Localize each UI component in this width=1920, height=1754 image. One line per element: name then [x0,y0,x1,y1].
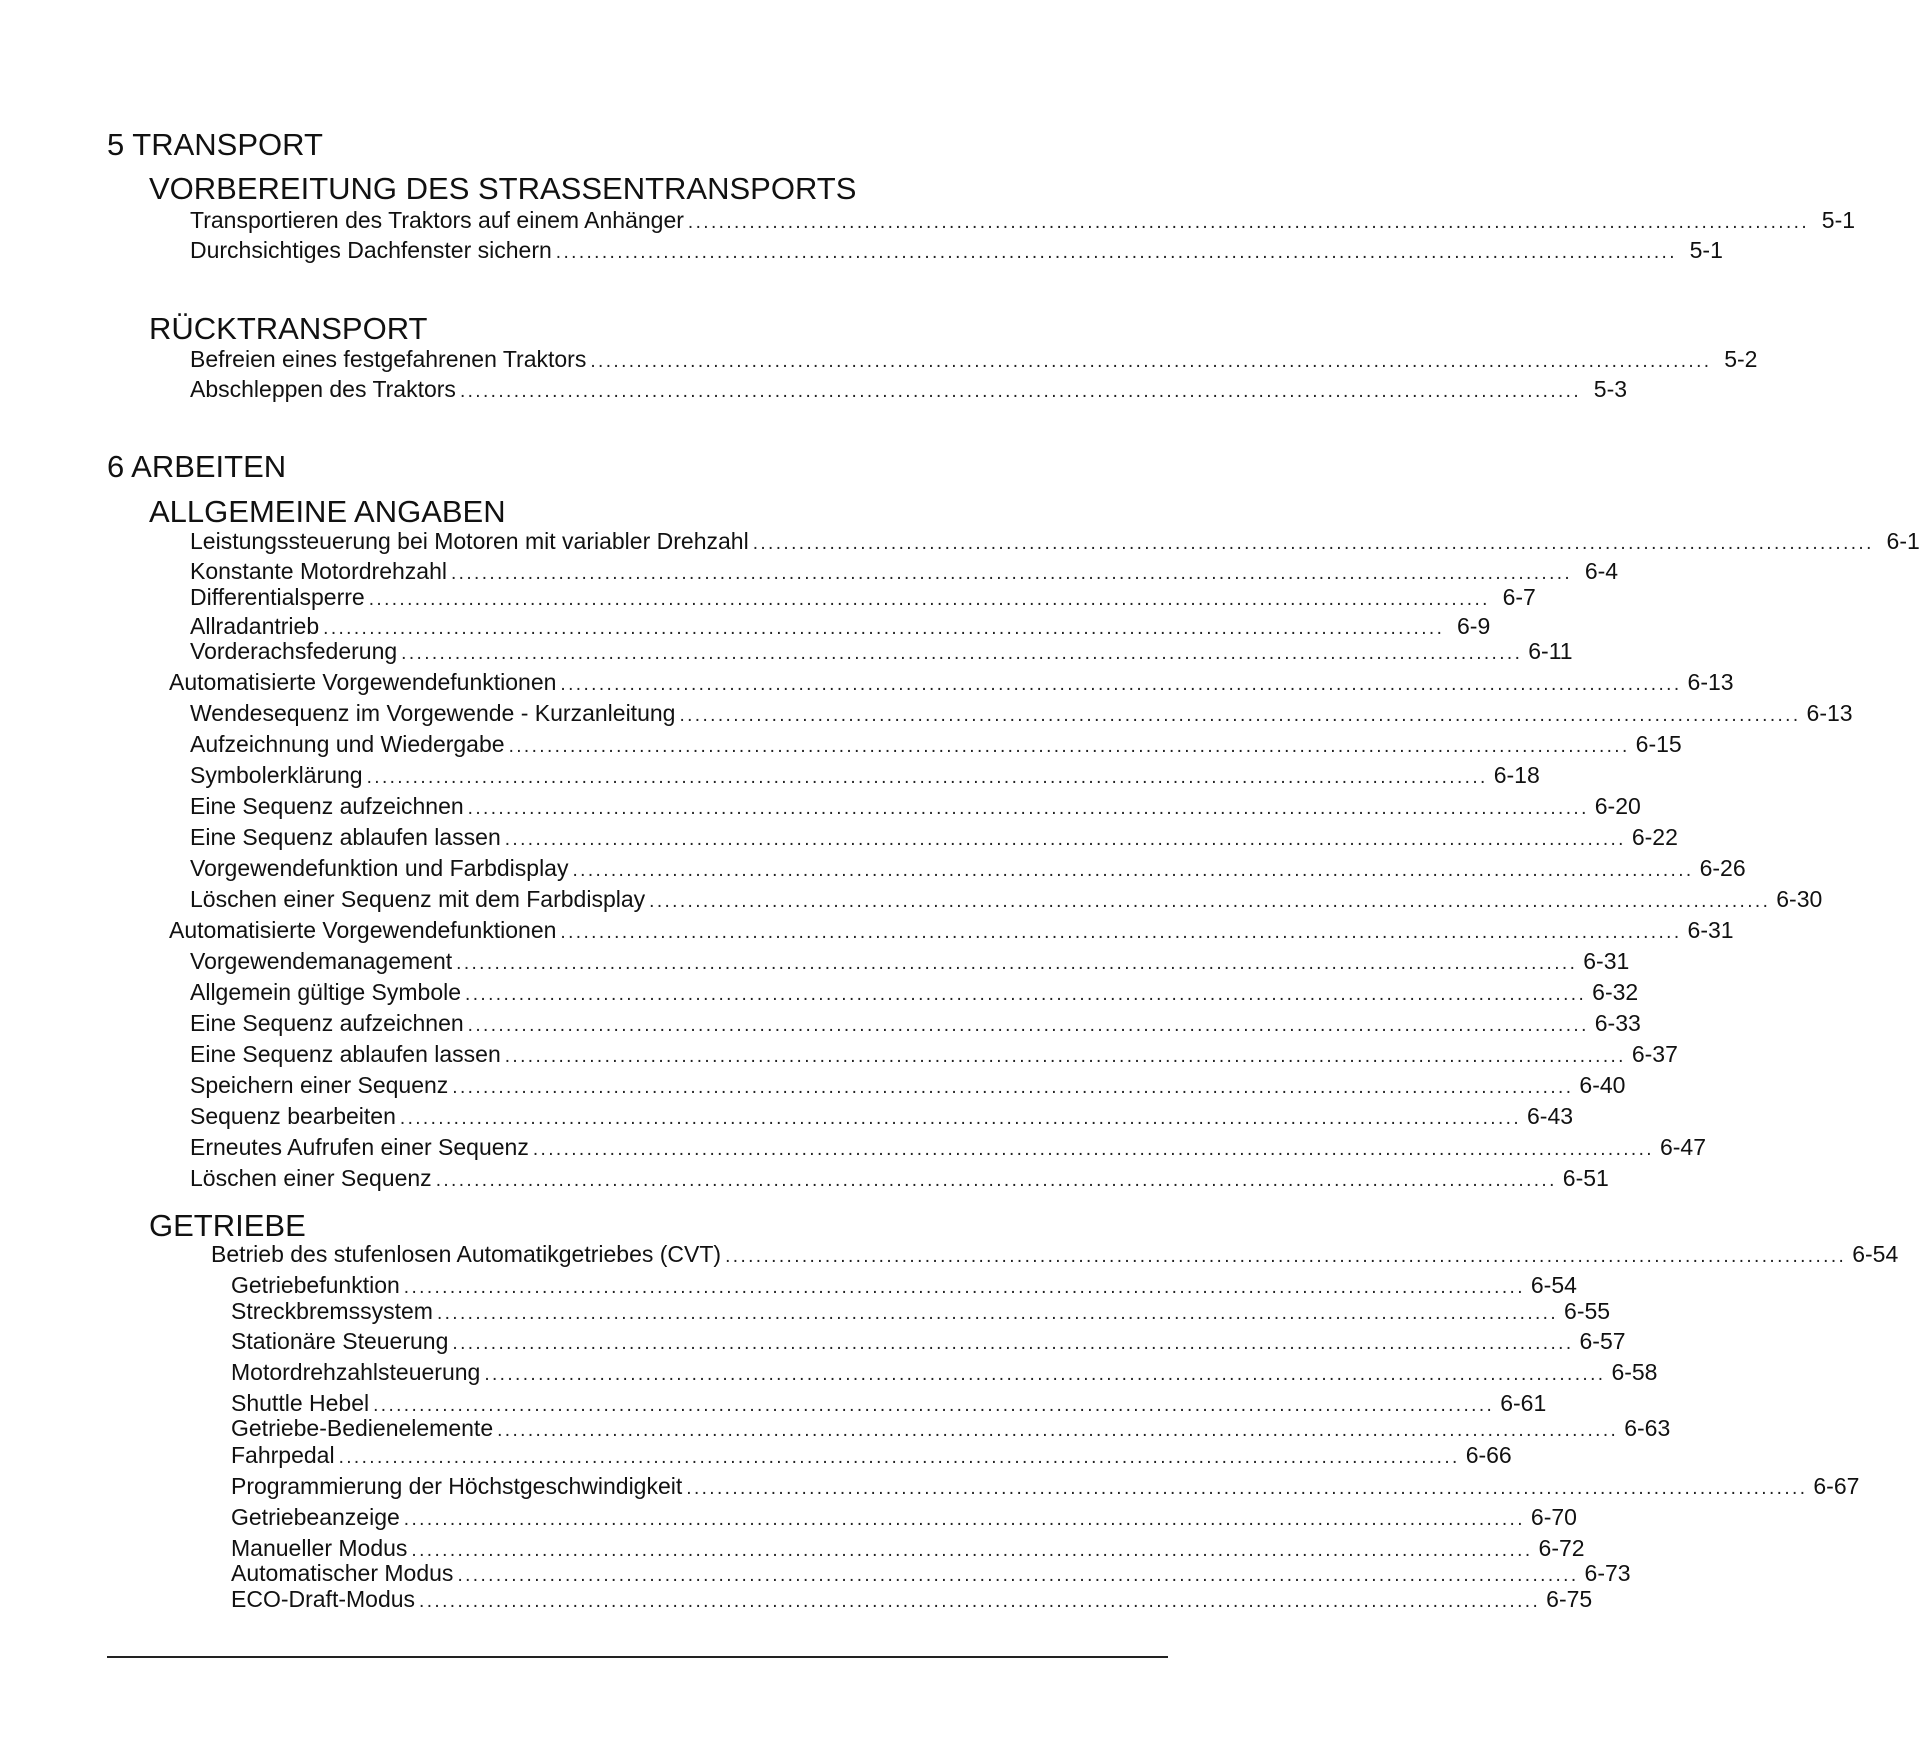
toc-entry[interactable] [190,527,1920,558]
toc-entry[interactable] [231,1358,1658,1389]
toc-entry-label: Eine Sequenz ablaufen lassen [190,1041,501,1067]
toc-entry-label: Eine Sequenz ablaufen lassen [190,824,501,850]
toc-entry-label: Motordrehzahlsteuerung [231,1359,481,1385]
toc-entry[interactable] [169,668,1734,699]
dot-leader: .................................................................................................................................................. [457,1565,1579,1586]
toc-entry[interactable] [231,1503,1577,1534]
toc-entry[interactable] [190,823,1678,854]
toc-entry-label: Getriebeanzeige [231,1504,400,1530]
toc-entry-page: 6-54 [1852,1241,1899,1267]
toc-entry-label: Betrieb des stufenlosen Automatikgetriebes (CVT) [211,1241,722,1267]
toc-entry-label: Eine Sequenz aufzeichnen [190,1010,464,1036]
dot-leader: .................................................................................................................................................. [323,618,1445,639]
toc-entry-label: Automatisierte Vorgewendefunktionen [169,917,557,943]
dot-leader: .................................................................................................................................................. [504,829,1626,850]
toc-entry-label: Allradantrieb [190,613,320,639]
toc-entry-page: 6-72 [1538,1535,1585,1561]
toc-entry-page: 6-18 [1493,762,1540,788]
toc-entry-page: 6-30 [1776,886,1823,912]
toc-entry-page: 6-75 [1546,1586,1593,1612]
toc-entry[interactable] [190,1009,1641,1040]
dot-leader: .................................................................................................................................................. [403,1509,1525,1530]
toc-entry-label: Vorderachsfederung [190,638,398,664]
toc-entry-label: Konstante Motordrehzahl [190,558,447,584]
toc-entry-label: Vorgewendemanagement [190,948,453,974]
toc-entry-label: Durchsichtiges Dachfenster sichern [190,237,552,263]
dot-leader: .................................................................................................................................................. [687,212,1810,233]
toc-entry-label: Shuttle Hebel [231,1390,370,1416]
toc-entry-page: 6-58 [1611,1359,1658,1385]
toc-entry-label: Löschen einer Sequenz [190,1165,432,1191]
toc-entry-label: Befreien eines festgefahrenen Traktors [190,346,587,372]
toc-entry[interactable] [169,916,1734,947]
toc-entry-label: Stationäre Steuerung [231,1328,449,1354]
dot-leader: .................................................................................................................................................. [411,1540,1533,1561]
toc-entry-page: 5-3 [1593,376,1628,402]
toc-entry-page: 6-57 [1579,1328,1626,1354]
toc-entry-label: Symbolerklärung [190,762,363,788]
toc-entry[interactable] [231,1472,1860,1503]
dot-leader: .................................................................................................................................................. [508,736,1630,757]
dot-leader: .................................................................................................................................................. [465,984,1587,1005]
dot-leader: .................................................................................................................................................. [366,767,1488,788]
toc-entry[interactable] [190,885,1823,916]
toc-entry[interactable] [190,206,1856,237]
toc-entry[interactable] [190,583,1536,614]
toc-entry[interactable] [211,1240,1899,1271]
toc-entry[interactable] [190,1102,1574,1133]
toc-entry-label: Automatischer Modus [231,1560,454,1586]
dot-leader: .................................................................................................................................................. [338,1447,1460,1468]
toc-entry-page: 6-40 [1579,1072,1626,1098]
dot-leader: .................................................................................................................................................. [590,351,1712,372]
dot-leader: .................................................................................................................................................. [484,1364,1606,1385]
toc-entry-page: 5-1 [1689,237,1723,263]
toc-entry[interactable] [231,1327,1626,1358]
section-heading: GETRIEBE [149,1208,306,1243]
toc-entry-page: 6-9 [1457,613,1491,639]
toc-entry-label: Fahrpedal [231,1442,335,1468]
dot-leader: .................................................................................................................................................. [435,1170,1557,1191]
toc-entry-label: Sequenz bearbeiten [190,1103,396,1129]
section-heading: RÜCKTRANSPORT [149,311,428,346]
toc-entry-page: 5-1 [1821,207,1856,233]
dot-leader: .................................................................................................................................................. [532,1139,1654,1160]
dot-leader: .................................................................................................................................................. [459,381,1582,402]
toc-entry-page: 6-31 [1687,917,1734,943]
toc-entry-page: 6-55 [1564,1298,1611,1324]
toc-entry[interactable] [190,1164,1609,1195]
toc-entry-page: 6-37 [1631,1041,1678,1067]
footer-divider [107,1656,1168,1658]
toc-entry[interactable] [190,947,1630,978]
toc-entry-page: 6-51 [1562,1165,1609,1191]
toc-entry-page: 6-66 [1465,1442,1512,1468]
toc-entry-page: 6-70 [1530,1504,1577,1530]
toc-entry-label: Abschleppen des Traktors [190,376,456,402]
toc-entry-label: Aufzeichnung und Wiedergabe [190,731,505,757]
dot-leader: .................................................................................................................................................. [399,1108,1521,1129]
toc-entry-page: 6-61 [1500,1390,1547,1416]
toc-entry[interactable] [190,761,1540,792]
toc-entry-page: 6-26 [1699,855,1746,881]
toc-entry[interactable] [190,1040,1678,1071]
toc-entry[interactable] [190,1133,1707,1164]
toc-entry-page: 6-13 [1806,700,1853,726]
toc-entry-page: 6-43 [1527,1103,1574,1129]
toc-entry[interactable] [190,854,1746,885]
dot-leader: .................................................................................................................................................. [560,674,1682,695]
toc-entry[interactable] [190,730,1682,761]
dot-leader: .................................................................................................................................................. [452,1333,1574,1354]
toc-entry[interactable] [190,699,1853,730]
dot-leader: .................................................................................................................................................. [403,1277,1525,1298]
toc-entry-label: Transportieren des Traktors auf einem Anhänger [190,207,684,233]
toc-entry-page: 6-47 [1659,1134,1707,1160]
toc-entry[interactable] [190,345,1758,376]
dot-leader: .................................................................................................................................................. [368,589,1490,610]
toc-entry-label: Leistungssteuerung bei Motoren mit variabler Drehzahl [190,528,749,554]
dot-leader: .................................................................................................................................................. [725,1246,1847,1267]
toc-entry-label: Löschen einer Sequenz mit dem Farbdisplay [190,886,646,912]
toc-entry-page: 6-7 [1502,584,1536,610]
dot-leader: .................................................................................................................................................. [572,860,1694,881]
toc-entry[interactable] [190,1071,1626,1102]
toc-entry-page: 6-32 [1592,979,1639,1005]
dot-leader: .................................................................................................................................................. [456,953,1578,974]
toc-entry-page: 6-15 [1635,731,1682,757]
toc-entry-label: Erneutes Aufrufen einer Sequenz [190,1134,529,1160]
toc-entry-page: 6-63 [1624,1415,1671,1441]
dot-leader: .................................................................................................................................................. [419,1591,1541,1612]
toc-entry-label: ECO-Draft-Modus [231,1586,416,1612]
toc-entry[interactable] [190,637,1573,668]
toc-entry-page: 6-13 [1687,669,1734,695]
dot-leader: .................................................................................................................................................. [649,891,1771,912]
toc-entry-label: Eine Sequenz aufzeichnen [190,793,464,819]
toc-entry[interactable] [190,236,1723,267]
dot-leader: .................................................................................................................................................. [555,242,1677,263]
toc-entry-label: Manueller Modus [231,1535,408,1561]
dot-leader: .................................................................................................................................................. [401,643,1523,664]
toc-entry-label: Getriebe-Bedienelemente [231,1415,494,1441]
section-heading: ALLGEMEINE ANGABEN [149,494,506,529]
chapter-heading: 5 TRANSPORT [107,127,323,162]
section-heading: VORBEREITUNG DES STRASSENTRANSPORTS [149,171,857,206]
toc-entry-page: 6-11 [1528,638,1573,664]
dot-leader: .................................................................................................................................................. [451,563,1573,584]
dot-leader: .................................................................................................................................................. [504,1046,1626,1067]
chapter-heading: 6 ARBEITEN [107,449,287,484]
toc-entry-page: 6-67 [1813,1473,1860,1499]
toc-entry-label: Automatisierte Vorgewendefunktionen [169,669,557,695]
dot-leader: .................................................................................................................................................. [679,705,1801,726]
toc-entry-page: 5-2 [1724,346,1758,372]
toc-entry[interactable] [190,792,1641,823]
dot-leader: .................................................................................................................................................. [560,922,1682,943]
toc-entry-label: Speichern einer Sequenz [190,1072,449,1098]
toc-entry[interactable] [190,375,1628,406]
dot-leader: .................................................................................................................................................. [467,1015,1589,1036]
toc-entry-page: 6-33 [1594,1010,1641,1036]
dot-leader: .................................................................................................................................................. [497,1420,1619,1441]
dot-leader: .................................................................................................................................................. [373,1395,1495,1416]
dot-leader: .................................................................................................................................................. [752,533,1874,554]
dot-leader: .................................................................................................................................................. [686,1478,1808,1499]
toc-entry-page: 6-1 [1886,528,1920,554]
toc-entry-label: Streckbremssystem [231,1298,433,1324]
toc-entry-page: 6-31 [1583,948,1630,974]
toc-entry-label: Programmierung der Höchstgeschwindigkeit [231,1473,683,1499]
toc-entry-page: 6-4 [1584,558,1619,584]
toc-entry-label: Differentialsperre [190,584,365,610]
dot-leader: .................................................................................................................................................. [436,1303,1559,1324]
toc-entry-page: 6-73 [1584,1560,1631,1586]
toc-entry-label: Vorgewendefunktion und Farbdisplay [190,855,569,881]
toc-entry-page: 6-54 [1530,1272,1577,1298]
toc-entry-page: 6-22 [1631,824,1678,850]
toc-entry[interactable] [231,1297,1611,1328]
dot-leader: .................................................................................................................................................. [467,798,1589,819]
toc-entry-page: 6-20 [1594,793,1641,819]
toc-entry[interactable] [231,1441,1512,1472]
toc-entry-label: Wendesequenz im Vorgewende - Kurzanleitung [190,700,676,726]
toc-entry-label: Allgemein gültige Symbole [190,979,462,1005]
toc-entry[interactable] [231,1585,1593,1616]
toc-entry[interactable] [190,978,1639,1009]
toc-entry-label: Getriebefunktion [231,1272,400,1298]
dot-leader: .................................................................................................................................................. [452,1077,1574,1098]
